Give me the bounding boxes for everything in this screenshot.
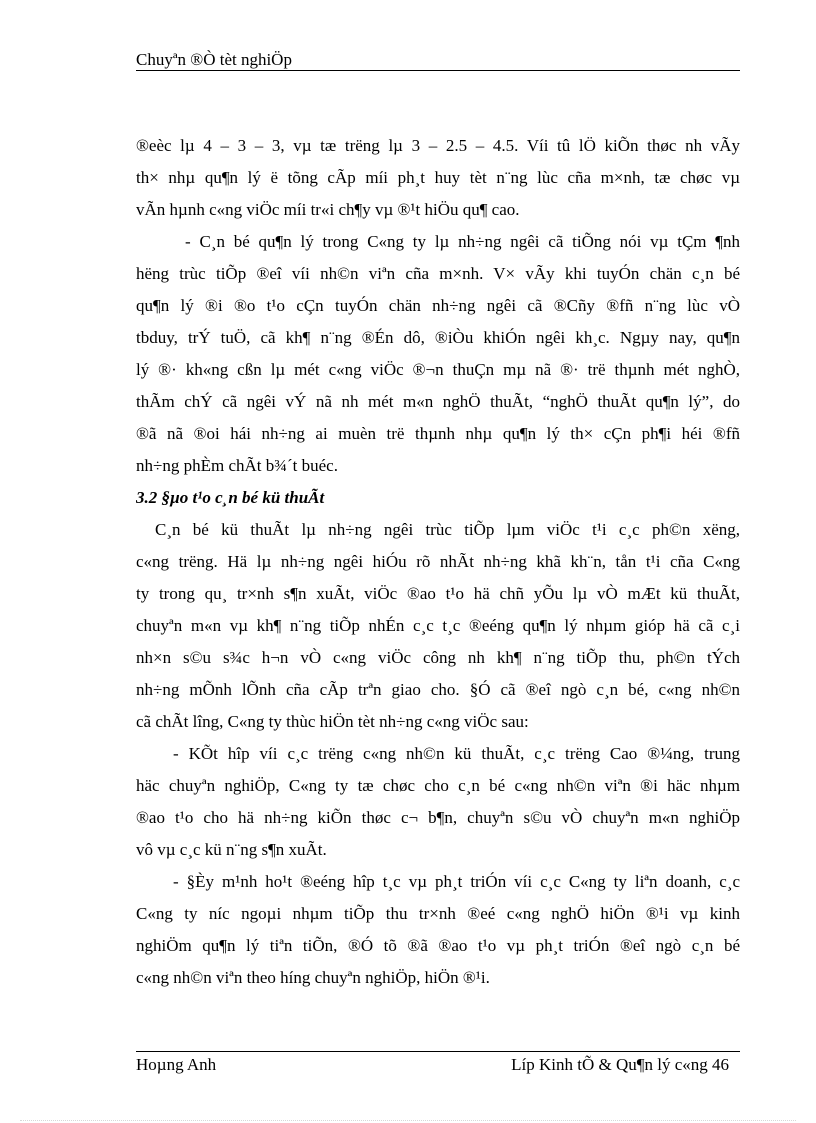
section-line: c«ng trëng. Hä lµ nh÷ng ngêi hiÓu rõ nhÃt nh÷ng khã kh¨n, tån t¹i cña C«ng bbox=[136, 552, 740, 571]
body-line: hëng trùc tiÕp ®eî víi nh©n viªn cña m×nh. V× vÃy khi tuyÓn chän c¸n bé bbox=[136, 264, 740, 283]
body-line: lý ®· kh«ng cßn lµ mét c«ng viÖc ®¬n thuÇn mµ nã ®· trë thµnh mét nghÒ, bbox=[136, 360, 740, 379]
header-divider bbox=[136, 70, 740, 71]
section-line: nh×n s©u s¾c h¬n vÒ c«ng viÖc công nh kh¶ n¨ng tiÕp thu, ph©n tÝch bbox=[136, 648, 740, 667]
footer-author: Hoµng Anh bbox=[136, 1055, 217, 1074]
section-line: chuyªn m«n vµ kh¶ n¨ng tiÕp nhÉn c¸c t¸c ®eéng qu¶n lý nhµm gióp hä cã c¸i bbox=[136, 616, 740, 635]
footer-class-page: Líp Kinh tÕ & Qu¶n lý c«ng 46 bbox=[511, 1055, 729, 1074]
section-line: ty trong qu¸ tr×nh s¶n xuÃt, viÖc ®ao t¹o hä chñ yÕu lµ vÒ mÆt kü thuÃt, bbox=[136, 584, 740, 603]
body-line: - C¸n bé qu¶n lý trong C«ng ty lµ nh÷ng ngêi cã tiÕng nói vµ tÇm ¶nh bbox=[185, 232, 740, 251]
body-line: nh÷ng phÈm chÃt b¾´t buéc. bbox=[136, 456, 338, 475]
section-line: - §Èy m¹nh ho¹t ®eéng hîp t¸c vµ ph¸t triÓn víi c¸c C«ng ty liªn doanh, c¸c bbox=[173, 872, 740, 891]
section-line: vô vµ c¸c kü n¨ng s¶n xuÃt. bbox=[136, 840, 327, 859]
body-line: thÃm chÝ cã ngêi vÝ nã nh mét m«n nghÖ thuÃt, “nghÖ thuÃt qu¶n lý”, do bbox=[136, 392, 740, 411]
section-line: häc chuyªn nghiÖp, C«ng ty tæ chøc cho c¸n bé c«ng nh©n viªn ®i häc nhµm bbox=[136, 776, 740, 795]
section-heading: 3.2 §µo t¹o c¸n bé kü thuÃt bbox=[136, 488, 325, 507]
section-line: C¸n bé kü thuÃt lµ nh÷ng ngêi trùc tiÕp lµm viÖc t¹i c¸c ph©n xëng, bbox=[155, 520, 740, 539]
body-line: tbduy, trÝ tuÖ, cã kh¶ n¨ng ®Én dô, ®iÒu khiÓn ngêi kh¸c. Ngµy nay, qu¶n bbox=[136, 328, 740, 347]
body-line: vÃn hµnh c«ng viÖc míi tr«i ch¶y vµ ®¹t hiÖu qu¶ cao. bbox=[136, 200, 520, 219]
section-line: ®ao t¹o cho hä nh÷ng kiÕn thøc c¬ b¶n, chuyªn s©u vÒ chuyªn m«n nghiÖp bbox=[136, 808, 740, 827]
footer-divider bbox=[136, 1051, 740, 1052]
body-line: ®ã nã ®oi hái nh÷ng ai muèn trë thµnh nhµ qu¶n lý th× cÇn ph¶i héi ®fñ bbox=[136, 424, 740, 443]
section-line: C«ng ty níc ngoµi nhµm tiÕp thu tr×nh ®eé c«ng nghÖ hiÖn ®¹i vµ kinh bbox=[136, 904, 740, 923]
section-line: nh÷ng mÕnh lÕnh cña cÃp trªn giao cho. §Ó cã ®eî ngò c¸n bé, c«ng nh©n bbox=[136, 680, 740, 699]
body-line: qu¶n lý ®i ®o t¹o cÇn tuyÓn chän nh÷ng ngêi cã ®Cñy ®fñ n¨ng lùc vÒ bbox=[136, 296, 740, 315]
section-line: - KÕt hîp víi c¸c trëng c«ng nh©n kü thuÃt, c¸c trëng Cao ®¼ng, trung bbox=[173, 744, 740, 763]
body-line: th× nhµ qu¶n lý ë tõng cÃp míi ph¸t huy tèt n¨ng lùc cña m×nh, tæ chøc vµ bbox=[136, 168, 740, 187]
section-line: cã chÃt lîng, C«ng ty thùc hiÖn tèt nh÷ng c«ng viÖc sau: bbox=[136, 712, 529, 731]
section-line: c«ng nh©n viªn theo híng chuyªn nghiÖp, hiÖn ®¹i. bbox=[136, 968, 490, 987]
page-header-title: Chuyªn ®Ò tèt nghiÖp bbox=[136, 50, 292, 69]
section-line: nghiÖm qu¶n lý tiªn tiÕn, ®Ó tõ ®ã ®ao t¹o vµ ph¸t triÓn ®eî ngò c¸n bé bbox=[136, 936, 740, 955]
page-edge-divider bbox=[20, 1120, 796, 1121]
body-line: ®eèc lµ 4 – 3 – 3, vµ tæ trëng lµ 3 – 2.5 – 4.5. Víi tû lÖ kiÕn thøc nh vÃy bbox=[136, 136, 740, 155]
